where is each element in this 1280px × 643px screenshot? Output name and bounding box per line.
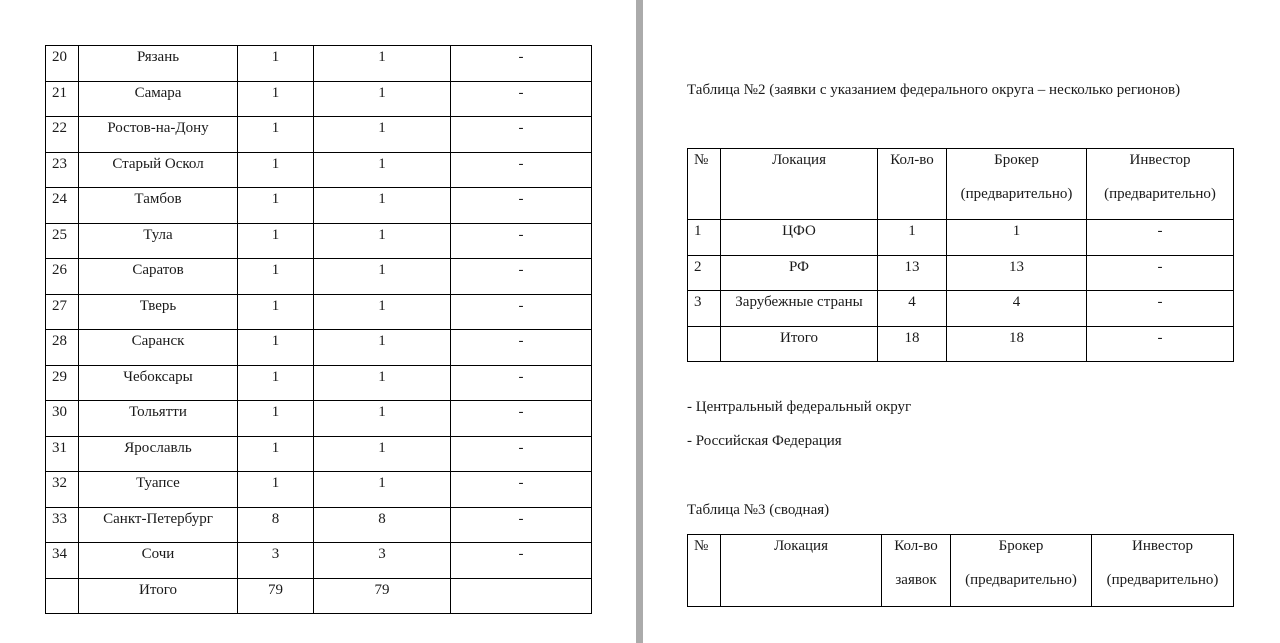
broker-cell: 1 (314, 259, 451, 295)
broker-cell: 1 (314, 81, 451, 117)
investor-cell: - (1087, 220, 1234, 256)
row-number-cell: 27 (46, 294, 79, 330)
location-cell: Тула (79, 223, 238, 259)
location-cell: Сочи (79, 543, 238, 579)
row-number-cell: 23 (46, 152, 79, 188)
investor-cell: - (451, 472, 592, 508)
header-number: № (688, 535, 721, 607)
broker-cell: 1 (314, 365, 451, 401)
header-count: Кол-во (878, 149, 947, 220)
table3-caption: Таблица №3 (сводная) (687, 502, 830, 518)
broker-cell: 1 (314, 330, 451, 366)
count-cell: 1 (238, 117, 314, 153)
table3-header-row (688, 535, 1234, 607)
location-cell: Тверь (79, 294, 238, 330)
table-row (688, 220, 1234, 256)
table-row (46, 436, 592, 472)
count-cell: 1 (238, 401, 314, 437)
investor-cell: - (451, 259, 592, 295)
location-cell: Тамбов (79, 188, 238, 224)
broker-cell: 1 (947, 220, 1087, 256)
document-page-right (643, 0, 1280, 643)
count-cell: 1 (238, 188, 314, 224)
location-cell: Санкт-Петербург (79, 507, 238, 543)
investor-cell: - (451, 436, 592, 472)
count-cell: 3 (238, 543, 314, 579)
row-number-cell: 24 (46, 188, 79, 224)
investor-cell: - (451, 543, 592, 579)
table-row (46, 259, 592, 295)
broker-cell: 1 (314, 46, 451, 82)
row-number-cell: 22 (46, 117, 79, 153)
header-location: Локация (721, 149, 878, 220)
table-row (46, 401, 592, 437)
header-count: Кол-во заявок (882, 535, 951, 607)
header-location: Локация (721, 535, 882, 607)
location-cell: РФ (721, 255, 878, 291)
header-investor: Инвестор (предварительно) (1092, 535, 1234, 607)
location-cell: ЦФО (721, 220, 878, 256)
location-cell: Рязань (79, 46, 238, 82)
broker-cell: 1 (314, 401, 451, 437)
summary-table (687, 534, 1234, 607)
regions-table-continued (45, 45, 592, 614)
row-number-cell: 25 (46, 223, 79, 259)
table-row (46, 294, 592, 330)
count-cell: 1 (238, 81, 314, 117)
federal-district-table (687, 148, 1234, 362)
header-broker: Брокер (предварительно) (947, 149, 1087, 220)
regions-table-body (46, 46, 592, 614)
table-row (46, 46, 592, 82)
count-cell: 1 (238, 152, 314, 188)
row-number-cell: 21 (46, 81, 79, 117)
count-cell: 8 (238, 507, 314, 543)
note-russian-federation: - Российская Федерация (687, 433, 842, 449)
row-number-cell: 1 (688, 220, 721, 256)
table-row (46, 472, 592, 508)
row-number-cell (46, 578, 79, 614)
location-cell: Саранск (79, 330, 238, 366)
row-number-cell: 26 (46, 259, 79, 295)
broker-cell: 79 (314, 578, 451, 614)
count-cell: 1 (238, 46, 314, 82)
broker-cell: 1 (314, 117, 451, 153)
broker-cell: 4 (947, 291, 1087, 327)
count-cell: 1 (238, 330, 314, 366)
location-cell: Ростов-на-Дону (79, 117, 238, 153)
table-row (688, 291, 1234, 327)
count-cell: 18 (878, 326, 947, 362)
investor-cell: - (1087, 326, 1234, 362)
count-cell: 1 (238, 365, 314, 401)
investor-cell: - (451, 401, 592, 437)
location-cell: Старый Оскол (79, 152, 238, 188)
count-cell: 1 (238, 259, 314, 295)
investor-cell (451, 578, 592, 614)
location-cell: Самара (79, 81, 238, 117)
table-row (46, 152, 592, 188)
broker-cell: 3 (314, 543, 451, 579)
table-row (46, 543, 592, 579)
location-cell: Итого (79, 578, 238, 614)
row-number-cell: 30 (46, 401, 79, 437)
broker-cell: 1 (314, 436, 451, 472)
broker-cell: 13 (947, 255, 1087, 291)
location-cell: Саратов (79, 259, 238, 295)
broker-cell: 18 (947, 326, 1087, 362)
table-row (46, 81, 592, 117)
table-row (46, 188, 592, 224)
header-number: № (688, 149, 721, 220)
count-cell: 1 (238, 294, 314, 330)
investor-cell: - (451, 188, 592, 224)
row-number-cell: 31 (46, 436, 79, 472)
investor-cell: - (451, 81, 592, 117)
location-cell: Чебоксары (79, 365, 238, 401)
investor-cell: - (451, 365, 592, 401)
header-investor: Инвестор (предварительно) (1087, 149, 1234, 220)
table2-caption: Таблица №2 (заявки с указанием федерального округа – несколько регионов) (687, 82, 1181, 98)
count-cell: 79 (238, 578, 314, 614)
row-number-cell (688, 326, 721, 362)
investor-cell: - (1087, 255, 1234, 291)
broker-cell: 8 (314, 507, 451, 543)
location-cell: Туапсе (79, 472, 238, 508)
broker-cell: 1 (314, 152, 451, 188)
investor-cell: - (451, 223, 592, 259)
investor-cell: - (1087, 291, 1234, 327)
count-cell: 1 (238, 223, 314, 259)
location-cell: Итого (721, 326, 878, 362)
location-cell: Ярославль (79, 436, 238, 472)
row-number-cell: 34 (46, 543, 79, 579)
broker-cell: 1 (314, 188, 451, 224)
table-row (46, 223, 592, 259)
investor-cell: - (451, 330, 592, 366)
table2-header-row (688, 149, 1234, 220)
count-cell: 1 (878, 220, 947, 256)
row-number-cell: 2 (688, 255, 721, 291)
investor-cell: - (451, 507, 592, 543)
investor-cell: - (451, 117, 592, 153)
table-row (46, 117, 592, 153)
row-number-cell: 29 (46, 365, 79, 401)
count-cell: 1 (238, 472, 314, 508)
count-cell: 1 (238, 436, 314, 472)
investor-cell: - (451, 152, 592, 188)
table-row (688, 326, 1234, 362)
investor-cell: - (451, 46, 592, 82)
row-number-cell: 3 (688, 291, 721, 327)
location-cell: Зарубежные страны (721, 291, 878, 327)
table-row (46, 365, 592, 401)
federal-district-table-body (688, 220, 1234, 362)
row-number-cell: 20 (46, 46, 79, 82)
broker-cell: 1 (314, 294, 451, 330)
investor-cell: - (451, 294, 592, 330)
count-cell: 4 (878, 291, 947, 327)
document-page-left (0, 0, 636, 643)
row-number-cell: 28 (46, 330, 79, 366)
table-row (46, 578, 592, 614)
broker-cell: 1 (314, 472, 451, 508)
location-cell: Тольятти (79, 401, 238, 437)
table-row (688, 255, 1234, 291)
row-number-cell: 33 (46, 507, 79, 543)
note-central-district: - Центральный федеральный округ (687, 399, 912, 415)
header-broker: Брокер (предварительно) (951, 535, 1092, 607)
table-row (46, 330, 592, 366)
broker-cell: 1 (314, 223, 451, 259)
row-number-cell: 32 (46, 472, 79, 508)
count-cell: 13 (878, 255, 947, 291)
table-row (46, 507, 592, 543)
